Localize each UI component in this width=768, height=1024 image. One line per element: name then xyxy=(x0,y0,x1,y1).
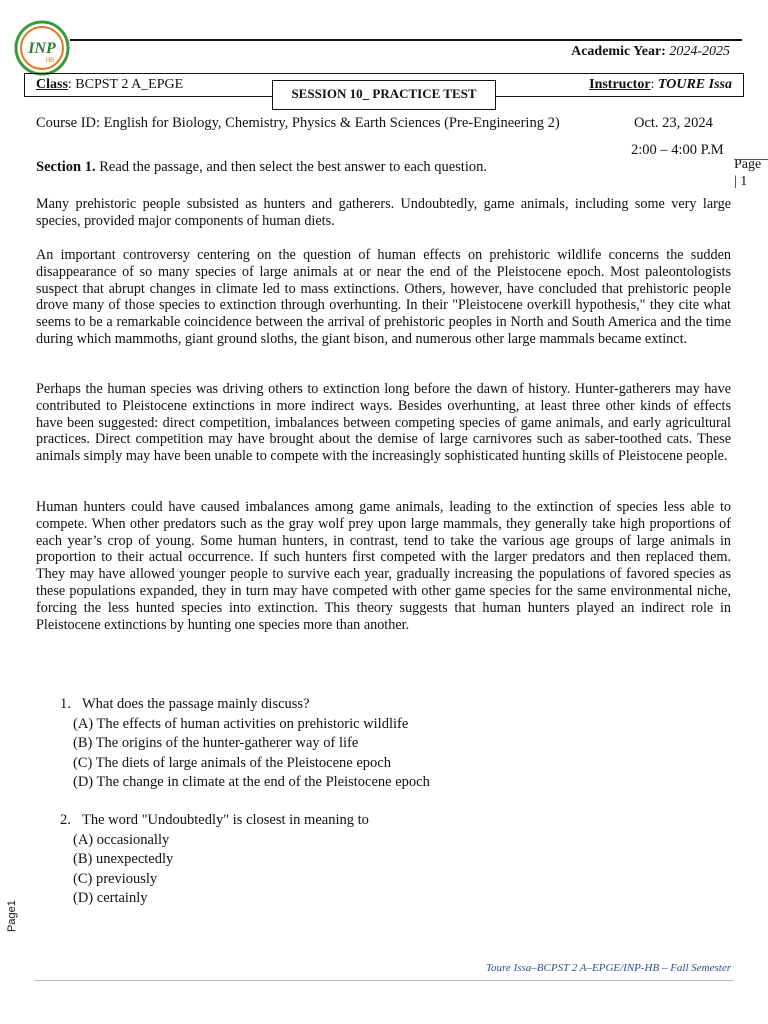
class-info: Class: BCPST 2 A_EPGE xyxy=(36,77,184,92)
section-heading: Section 1. Read the passage, and then select the best answer to each question. xyxy=(36,159,487,175)
header-top-rule xyxy=(70,39,742,41)
footer-text: Toure Issa–BCPST 2 A–EPGE/INP-HB – Fall Semester xyxy=(485,962,731,974)
option-a[interactable]: (A) The effects of human activities on prehistoric wildlife xyxy=(73,715,409,732)
question-2 xyxy=(60,811,369,909)
passage-paragraph-2: An important controversy centering on the question of human effects on prehistoric wildlife concerns the sudden disappearance of so many species of large animals at or near the end of the Pleistocene epoch. Most paleontologists suspect that abrupt changes in climate led to mass extinctions. Others, however, have concluded that prehistoric people drove many of those species to extinction through overhunting. In their "Pleistocene overkill hypothesis," they cite what seems to be a remarkable coincidence between the arrival of prehistoric peoples in North and South America and the time during which mammoths, giant ground sloths, the giant bison, and numerous other large mammals became extinct. xyxy=(36,247,731,347)
logo-sub: HB xyxy=(45,58,55,64)
passage-paragraph-1: Many prehistoric people subsisted as hunters and gatherers. Undoubtedly, game animals, including some very large species, provided major components of human diets. xyxy=(36,196,731,229)
page-label: Page xyxy=(734,157,762,172)
option-c[interactable]: (C) previously xyxy=(73,870,158,887)
academic-year: Academic Year: 2024-2025 xyxy=(571,44,730,59)
question-text: What does the passage mainly discuss? xyxy=(82,696,310,712)
exam-date: Oct. 23, 2024 xyxy=(634,115,713,131)
option-b[interactable]: (B) unexpectedly xyxy=(73,851,174,867)
option-c[interactable]: (C) The diets of large animals of the Pleistocene epoch xyxy=(73,754,391,771)
course-id: Course ID: English for Biology, Chemistry, Physics & Earth Sciences (Pre-Engineering 2) xyxy=(36,115,560,131)
option-d[interactable]: (D) The change in climate at the end of the Pleistocene epoch xyxy=(73,774,430,790)
institution-logo xyxy=(14,20,70,76)
page-indicator xyxy=(734,156,761,190)
option-b[interactable]: (B) The origins of the hunter-gatherer way of life xyxy=(73,735,359,751)
exam-time: 2:00 – 4:00 P.M xyxy=(631,142,724,158)
instructor-info: Instructor: TOURE Issa xyxy=(589,77,732,92)
question-text: The word "Undoubtedly" is closest in meaning to xyxy=(82,812,369,828)
question-number: 1. xyxy=(60,696,71,712)
passage-paragraph-4: Human hunters could have caused imbalances among game animals, leading to the extinction of species less able to compete. When other predators such as the gray wolf prey upon large mammals, they generally take high proportions of each year’s crop of young. Some human hunters, in contrast, tend to take the various age groups of large animals in proportion to their actual occurrence. If such hunters first competed with the larger predators and then replaced them. They may have allowed younger people to survive each year, gradually increasing the populations of favored species as these populations expanded, they in turn may have competed with other game species for the same environmental niche, forcing the less hunted species into extinction. This theory suggests that human hunters played an indirect role in Pleistocene extinctions by hunting one species more than another. xyxy=(36,499,731,633)
side-page-number: Page1 xyxy=(6,900,18,932)
logo-letters: INP xyxy=(28,40,56,57)
question-1 xyxy=(60,695,430,793)
footer-rule xyxy=(34,980,734,981)
option-d[interactable]: (D) certainly xyxy=(73,890,148,906)
question-number: 2. xyxy=(60,812,71,828)
session-title: SESSION 10_ PRACTICE TEST xyxy=(272,80,496,110)
option-a[interactable]: (A) occasionally xyxy=(73,831,170,848)
passage-paragraph-3: Perhaps the human species was driving others to extinction long before the dawn of history. Hunter-gatherers may have contributed to Pleistocene extinctions in more indirect ways. Besides overhunting, at least three other kinds of effects have been suggested: direct competition, imbalances between competing species of game animals, and early agricultural practices. Direct competition may have brought about the demise of large carnivores such as saber-toothed cats. These animals simply may have been unable to compete with the increasingly sophisticated hunting skills of Pleistocene people. xyxy=(36,381,731,465)
page-number: | 1 xyxy=(734,174,748,189)
